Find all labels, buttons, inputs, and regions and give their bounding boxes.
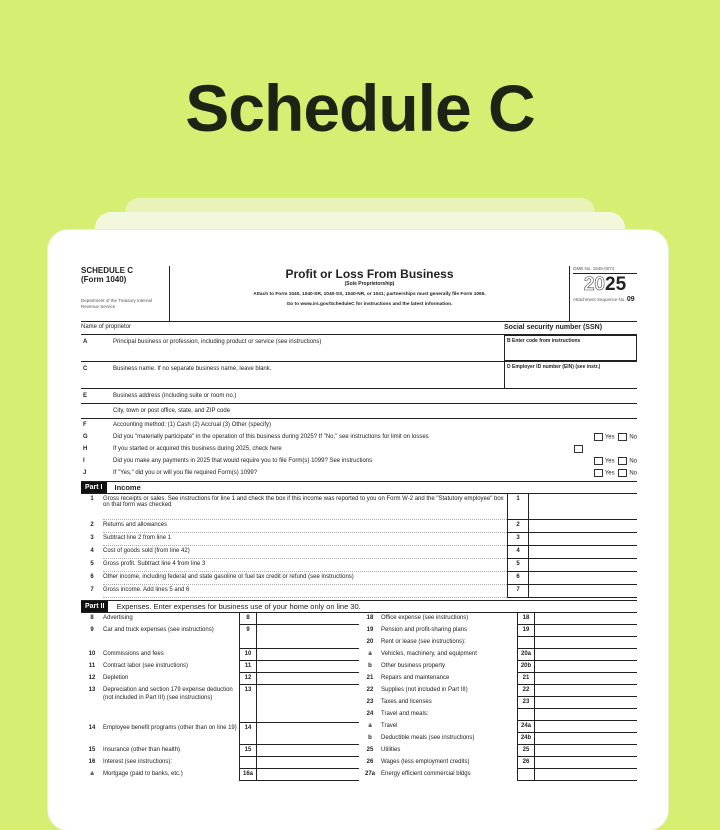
line-description: Supplies (not included in Part III) [381,687,468,693]
line-h-key: H [83,446,88,452]
line-box-number: 23 [517,697,534,709]
yes-label: Yes [604,470,615,477]
line-box-number: 19 [517,625,534,637]
form-title: Profit or Loss From Business [285,267,454,281]
line-description: Other income, including federal and state gasoline or fuel tax credit or refund (see instructions) [103,572,507,585]
line-description: Utilities [381,747,401,753]
line-number: 23 [366,699,374,705]
attachment-label: Attachment Sequence No. [573,297,626,302]
expense-line [81,613,359,625]
line-amount-field[interactable] [528,533,637,546]
line-description: Commissions and fees [103,651,164,657]
line-description: Interest (see instructions): [103,759,173,765]
line-description: Contract labor (see instructions) [103,663,189,669]
hero-title: Schedule C [185,71,535,145]
line-description: Depreciation and section 179 expense deduction (not included in Part III) (see instructions) [103,687,233,701]
line-i-row [81,455,637,467]
line-amount-field[interactable] [534,625,637,637]
line-g-key: G [83,434,88,440]
expense-line [81,625,359,649]
part-1-label: Part I [81,482,107,493]
line-description: Rent or lease (see instructions): [381,639,466,645]
line-j-row [81,467,637,479]
no-label: No [629,470,637,477]
line-box-number: 22 [517,685,534,697]
expense-line [81,649,359,661]
expense-line [359,745,637,757]
form-title-block [170,266,570,321]
line-box-number [517,709,534,721]
address-field[interactable]: Business address (including suite or room no.) [113,393,237,399]
line-description: Advertising [103,615,133,621]
line-amount-field[interactable] [256,745,359,757]
line-number: 12 [88,675,96,681]
line-amount-field[interactable] [256,649,359,661]
line-amount-field[interactable] [528,546,637,559]
line-amount-field[interactable] [256,661,359,673]
form-agency: Department of the Treasury Internal Revenue Service [81,298,153,309]
line-amount-field[interactable] [528,559,637,572]
expense-line [81,673,359,685]
line-number: 2 [90,522,94,528]
line-c-row [81,362,637,389]
tax-year-outline: 20 [583,274,605,295]
line-j-text: If "Yes," did you or will you file required Form(s) 1099? [113,470,258,476]
expense-line [81,745,359,757]
line-box-number: 21 [517,673,534,685]
expense-line [81,661,359,673]
line-j-yes-checkbox[interactable] [594,469,603,477]
form-card [48,230,668,830]
line-description: Gross income. Add lines 5 and 6 [103,585,507,598]
line-number: 3 [90,535,94,541]
line-i-text: Did you make any payments in 2025 that would require you to file Form(s) 1099? See instructions [113,458,373,464]
line-box-number: 12 [239,673,256,685]
income-line [81,559,637,572]
line-amount-field[interactable] [256,673,359,685]
income-line [81,494,637,520]
line-box-number [517,637,534,649]
line-description: Gross receipts or sales. See instructions for line 1 and check the box if this income was reported to you on Form W-2 and the "Statutory employee" box on that form was checked [103,494,507,520]
line-number: 9 [90,627,94,633]
part-2-title: Expenses. Enter expenses for business use of your home only on line 30. [116,602,361,611]
line-amount-field[interactable] [534,733,637,745]
no-label: No [629,458,637,465]
yes-label: Yes [604,434,615,441]
form-id-title: SCHEDULE C [81,266,134,275]
line-description: Taxes and licenses [381,699,432,705]
line-amount-field[interactable] [256,723,359,745]
line-number: 26 [366,759,374,765]
line-box-number: 24a [517,721,534,733]
line-box-number: 18 [517,613,534,625]
expense-line [359,709,637,721]
line-box-number: 1 [507,494,528,520]
line-description: Other business property [381,663,446,669]
expense-line [359,661,637,673]
line-number: 10 [88,651,96,657]
line-description: Insurance (other than health) [103,747,181,753]
line-box-number: 20b [517,661,534,673]
line-description: Car and truck expenses (see instructions) [103,627,214,633]
income-line [81,546,637,559]
line-amount-field[interactable] [534,769,637,781]
line-number: 16 [88,759,96,765]
line-number: a [368,723,372,729]
income-lines [81,494,637,598]
line-description: Vehicles, machinery, and equipment [381,651,477,657]
line-amount-field[interactable] [256,625,359,649]
yes-label: Yes [604,458,615,465]
line-h-box [572,445,585,454]
line-number: a [368,651,372,657]
omb-number: OMB No. 1545-0074 [573,266,637,274]
ein-field-d[interactable]: D Employer ID number (EIN) (see instr.) [504,362,637,388]
expense-line [359,721,637,733]
line-amount-field[interactable] [534,709,637,721]
name-ssn-row [81,322,637,335]
line-box-number [239,757,256,769]
line-h-row [81,443,637,455]
line-number: 7 [90,587,94,593]
line-e2-row [81,404,637,419]
income-line [81,533,637,546]
line-f-row [81,419,637,431]
line-a-field[interactable]: Principal business or profession, including product or service (see instructions) [113,339,322,345]
expenses-columns [81,613,637,781]
line-box-number: 14 [239,723,256,745]
line-box-number: 9 [239,625,256,649]
line-description: Travel [381,723,398,729]
line-number: 11 [88,663,96,669]
line-j-yesno [592,469,637,478]
line-number: 19 [366,627,374,633]
line-f-key: F [83,422,87,428]
accounting-method[interactable]: Accounting method: (1) Cash (2) Accrual (3) Other (specify) [113,422,272,428]
expense-line [359,757,637,769]
line-i-key: I [83,458,85,464]
line-number: 5 [90,561,94,567]
line-amount-field[interactable] [534,637,637,649]
part-2-label: Part II [81,601,108,612]
line-description: Depletion [103,675,129,681]
line-box-number: 5 [507,559,528,572]
line-box-number: 24b [517,733,534,745]
income-line [81,520,637,533]
part-1-title: Income [114,483,141,492]
form-subtitle: (Sole Proprietorship) [344,281,395,287]
line-number: 15 [88,747,96,753]
line-amount-field[interactable] [534,661,637,673]
ssn-field[interactable]: Social security number (SSN) [504,324,603,331]
expense-line [359,673,637,685]
expense-line [359,685,637,697]
line-box-number: 11 [239,661,256,673]
line-e-key: E [83,393,88,399]
line-description: Wages (less employment credits) [381,759,470,765]
line-description: Mortgage (paid to banks, etc.) [103,771,183,777]
line-a-row [81,335,637,362]
line-amount-field[interactable] [534,649,637,661]
expense-line [81,769,359,781]
expense-line [359,625,637,637]
line-amount-field[interactable] [256,685,359,723]
line-i-yesno [592,457,637,466]
expenses-left [81,613,359,781]
tax-year [573,274,637,296]
line-number: 25 [366,747,374,753]
line-box-number: 20a [517,649,534,661]
income-line [81,572,637,585]
line-number: 13 [88,687,96,693]
line-j-key: J [83,470,87,476]
line-box-number: 13 [239,685,256,723]
form-goto-line: Go to www.irs.gov/ScheduleC for instructions and the latest information. [286,302,453,307]
line-box-number: 4 [507,546,528,559]
line-description: Gross profit. Subtract line 4 from line 3 [103,559,507,572]
line-description: Deductible meals (see instructions) [381,735,475,741]
line-description: Cost of goods sold (from line 42) [103,546,507,559]
line-amount-field[interactable] [534,745,637,757]
line-number: 1 [90,496,94,502]
line-g-row [81,431,637,443]
line-c-field[interactable]: Business name. If no separate business name, leave blank. [113,366,272,372]
line-box-number: 8 [239,613,256,625]
expense-line [81,723,359,745]
tax-year-bold: 25 [605,274,627,295]
line-amount-field[interactable] [256,769,359,781]
form-attach-line: Attach to Form 1040, 1040-SR, 1040-SS, 1040-NR, or 1041; partnerships must generally file Form 1065. [253,292,486,297]
expense-line [359,637,637,649]
line-description: Travel and meals: [381,711,429,717]
schedule-c-form [81,266,637,781]
line-e-row [81,389,637,404]
line-box-number: 3 [507,533,528,546]
line-number: b [368,735,372,741]
line-amount-field[interactable] [534,697,637,709]
line-g-text: Did you "materially participate" in the operation of this business during 2025? If "No," see instructions for limit on losses [113,434,429,440]
line-j-no-checkbox[interactable] [618,469,627,477]
line-box-number: 10 [239,649,256,661]
line-g-yes-checkbox[interactable] [594,433,603,441]
line-amount-field[interactable] [534,757,637,769]
line-number: 22 [366,687,374,693]
line-number: 14 [88,725,96,731]
line-number: 24 [366,711,374,717]
line-number: 21 [366,675,374,681]
line-box-number: 16a [239,769,256,781]
part-2-header [81,600,637,613]
expenses-right [359,613,637,781]
line-box-number: 6 [507,572,528,585]
line-box-number: 2 [507,520,528,533]
line-amount-field[interactable] [256,613,359,625]
line-c-key: C [83,366,88,372]
line-number: a [90,771,94,777]
line-box-number: 15 [239,745,256,757]
line-description: Repairs and maintenance [381,675,450,681]
line-description: Returns and allowances [103,520,507,533]
expense-line [81,757,359,769]
line-amount-field[interactable] [534,685,637,697]
expense-line [359,649,637,661]
line-box-number [517,769,534,781]
line-description: Employee benefit programs (other than on line 19) [103,725,237,731]
line-number: 18 [366,615,374,621]
line-number: 6 [90,574,94,580]
line-box-number: 26 [517,757,534,769]
line-h-text: If you started or acquired this business during 2025, check here [113,446,282,452]
line-amount-field[interactable] [534,721,637,733]
line-g-yesno [592,433,637,442]
line-i-yes-checkbox[interactable] [594,457,603,465]
part-1-header [81,481,637,494]
line-description: Subtract line 2 from line 1 [103,533,507,546]
line-i-no-checkbox[interactable] [618,457,627,465]
no-label: No [629,434,637,441]
line-a-key: A [83,339,88,345]
form-id-block [81,266,170,321]
sequence-label [573,296,637,303]
line-amount-field[interactable] [528,520,637,533]
expense-line [359,769,637,781]
expense-line [81,685,359,723]
line-amount-field[interactable] [256,757,359,769]
line-number: b [368,663,372,669]
form-year-block [570,266,637,321]
line-box-number: 7 [507,585,528,598]
city-field[interactable]: City, town or post office, state, and ZIP code [113,408,231,414]
line-description: Energy efficient commercial bldgs [381,771,471,777]
code-field-b[interactable]: B Enter code from instructions [504,335,637,361]
line-h-checkbox[interactable] [574,445,583,453]
expense-line [359,613,637,625]
line-box-number: 25 [517,745,534,757]
sequence-number: 09 [626,296,635,303]
line-number: 20 [366,639,374,645]
line-amount-field[interactable] [534,613,637,625]
line-amount-field[interactable] [528,572,637,585]
line-description: Pension and profit-sharing plans [381,627,468,633]
form-header [81,266,637,322]
line-amount-field[interactable] [534,673,637,685]
expense-line [359,733,637,745]
name-field[interactable]: Name of proprietor [81,324,132,330]
line-amount-field[interactable] [528,585,637,598]
line-description: Office expense (see instructions) [381,615,469,621]
income-line [81,585,637,598]
form-id-form: (Form 1040) [81,275,127,284]
line-number: 27a [364,771,375,777]
line-g-no-checkbox[interactable] [618,433,627,441]
expense-line [359,697,637,709]
line-amount-field[interactable] [528,494,637,520]
line-number: 8 [90,615,94,621]
line-number: 4 [90,548,94,554]
